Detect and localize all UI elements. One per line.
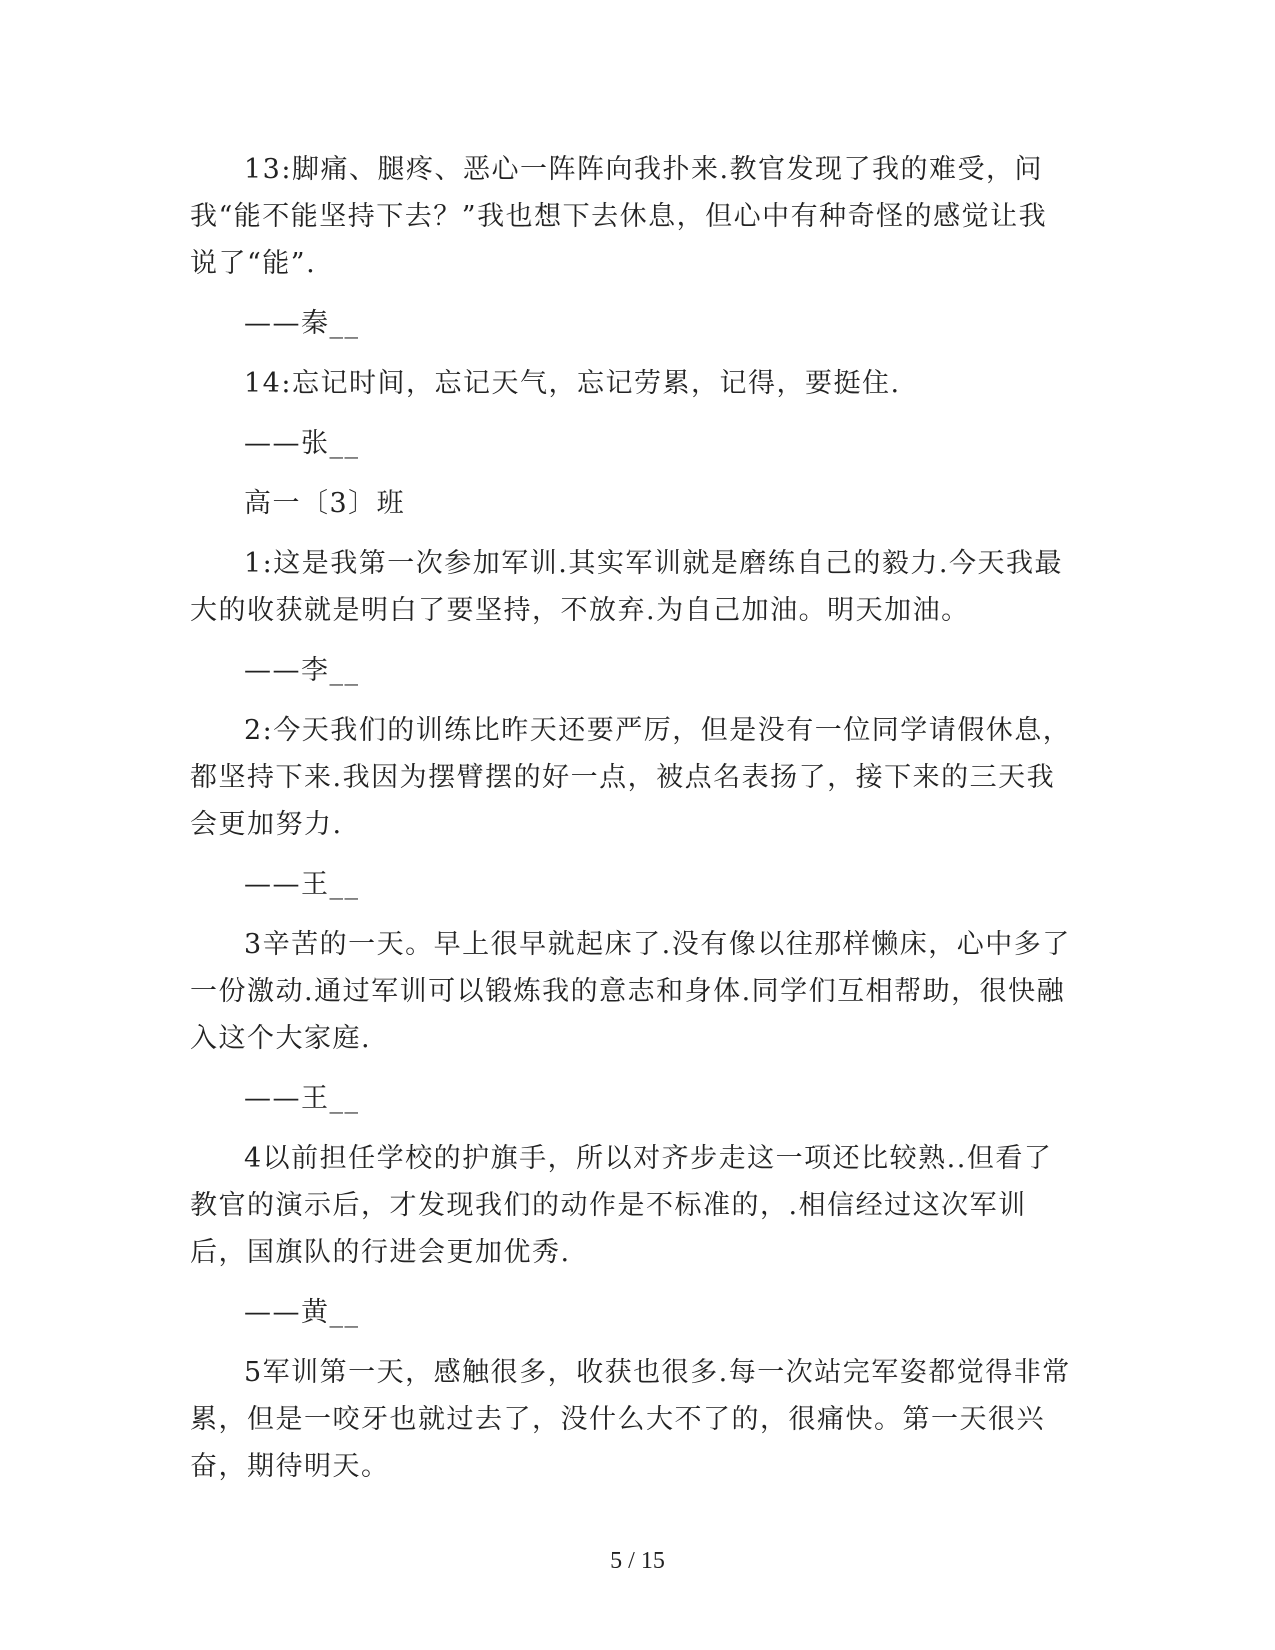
signature-li: ——李__ <box>244 655 360 686</box>
signature-qin: ——秦__ <box>244 308 360 339</box>
page-number: 5 / 15 <box>610 1548 665 1574</box>
signature-huang: ——黄__ <box>244 1297 360 1328</box>
signature-wang-1: ——王__ <box>244 869 360 900</box>
paragraph-5: 5军训第一天，感触很多，收获也很多.每一次站完军姿都觉得非常累，但是一咬牙也就过去了，没什么大不了的，很痛快。第一天很兴奋，期待明天。 <box>190 1357 1071 1482</box>
class-heading: 高一〔3〕班 <box>244 488 406 519</box>
paragraph-14: 14:忘记时间，忘记天气，忘记劳累，记得，要挺住. <box>244 368 901 399</box>
document-body <box>190 146 1075 1503</box>
paragraph-2: 2:今天我们的训练比昨天还要严厉，但是没有一位同学请假休息，都坚持下来.我因为摆臂摆的好一点，被点名表扬了，接下来的三天我会更加努力. <box>190 715 1072 840</box>
paragraph-13: 13:脚痛、腿疼、恶心一阵阵向我扑来.教官发现了我的难受，问我“能不能坚持下去？”我也想下去休息，但心中有种奇怪的感觉让我说了“能”. <box>190 154 1048 279</box>
paragraph-3: 3辛苦的一天。早上很早就起床了.没有像以往那样懒床，心中多了一份激动.通过军训可以锻炼我的意志和身体.同学们互相帮助，很快融入这个大家庭. <box>190 929 1071 1054</box>
paragraph-4: 4以前担任学校的护旗手，所以对齐步走这一项还比较熟..但看了教官的演示后，才发现我们的动作是不标准的，.相信经过这次军训后，国旗队的行进会更加优秀. <box>190 1143 1053 1268</box>
signature-wang-2: ——王__ <box>244 1083 360 1114</box>
signature-zhang: ——张__ <box>244 428 360 459</box>
paragraph-1: 1:这是我第一次参加军训.其实军训就是磨练自己的毅力.今天我最大的收获就是明白了要坚持，不放弃.为自己加油。明天加油。 <box>190 548 1063 626</box>
